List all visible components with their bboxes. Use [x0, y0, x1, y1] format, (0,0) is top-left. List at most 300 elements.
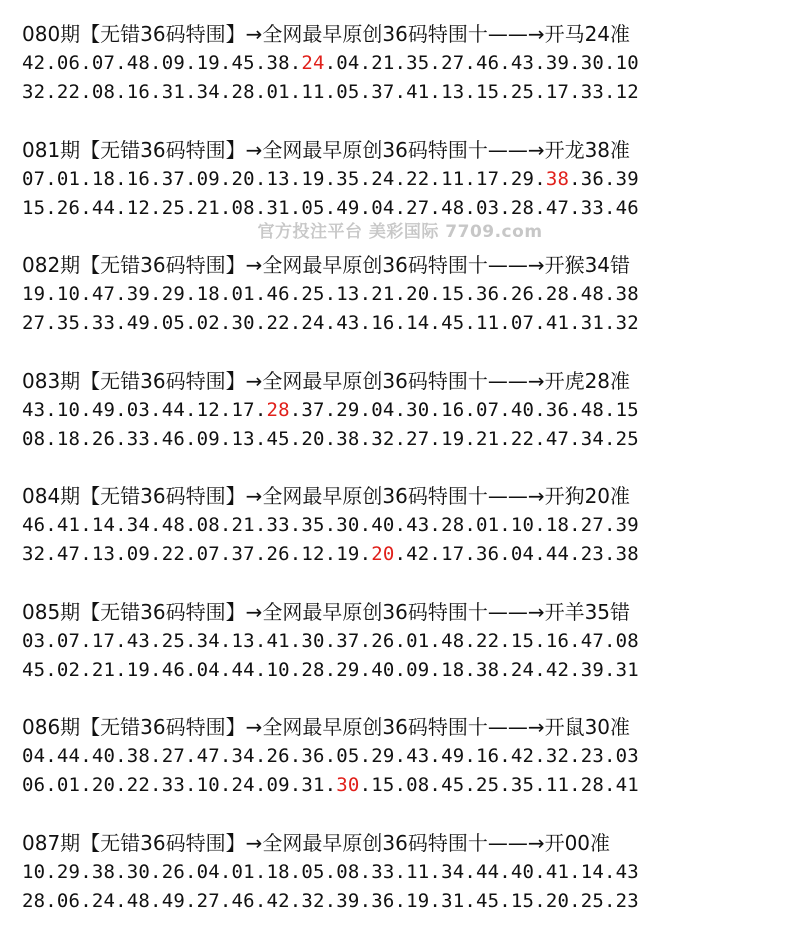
- number: 06: [56, 52, 81, 74]
- number: 06: [22, 774, 46, 796]
- winning-number: 28: [266, 398, 290, 421]
- issue-block: [22, 829, 792, 945]
- number-row: 32.22.08.16.31.34.28.01.11.05.37.41.13.15.25.17.33.12: [22, 81, 639, 103]
- number: 19: [126, 658, 151, 681]
- number: 38: [615, 283, 639, 305]
- number: 15: [441, 283, 465, 305]
- number: 39: [615, 167, 639, 190]
- number: 04: [371, 196, 395, 219]
- number: 29: [56, 860, 81, 883]
- number: 31: [161, 81, 185, 103]
- number: 49: [91, 398, 116, 421]
- number: 17: [475, 167, 500, 190]
- number: 33: [161, 774, 185, 796]
- number: 10: [266, 658, 290, 681]
- winning-number: 38: [545, 167, 570, 190]
- number-row: 03.07.17.43.25.34.13.41.30.37.26.01.48.22.15.16.47.08: [22, 629, 639, 652]
- number: 11: [406, 860, 430, 883]
- number: 41: [545, 312, 570, 334]
- number: 17: [545, 81, 570, 103]
- number: 37: [301, 398, 325, 421]
- number: 15: [22, 196, 46, 219]
- number: 15: [371, 774, 395, 796]
- number: 26: [266, 745, 290, 767]
- number: 45: [266, 427, 290, 450]
- number: 30: [231, 312, 255, 334]
- number: 21: [475, 427, 500, 450]
- number: 22: [510, 427, 535, 450]
- number: 16: [126, 167, 151, 190]
- number: 33: [580, 196, 605, 219]
- number: 38: [266, 52, 290, 74]
- number: 29: [336, 658, 360, 681]
- number: 01: [231, 860, 255, 883]
- number: 44: [161, 398, 185, 421]
- number: 01: [266, 81, 290, 103]
- number: 27: [161, 745, 185, 767]
- number: 26: [91, 427, 116, 450]
- number: 44: [545, 543, 570, 565]
- number: 49: [161, 889, 185, 912]
- number: 23: [580, 745, 605, 767]
- number: 39: [580, 658, 605, 681]
- number: 29: [161, 283, 185, 305]
- number: 32: [22, 543, 46, 565]
- number: 27: [406, 196, 430, 219]
- number: 36: [301, 745, 325, 767]
- number: 45: [441, 774, 465, 796]
- number: 14: [406, 312, 430, 334]
- number: 23: [580, 543, 605, 565]
- number: 33: [126, 427, 151, 450]
- number: 07: [510, 312, 535, 334]
- number: 29: [510, 167, 535, 190]
- number: 10: [56, 283, 81, 305]
- number: 32: [545, 745, 570, 767]
- number: 48: [580, 283, 605, 305]
- number: 24: [231, 774, 255, 796]
- number: 18: [91, 167, 116, 190]
- issue-title: 080期【无错36码特围】→全网最早原创36码特围十——→开马24准: [22, 22, 631, 46]
- issue-title: 084期【无错36码特围】→全网最早原创36码特围十——→开狗20准: [22, 484, 631, 508]
- number: 33: [371, 860, 395, 883]
- issue-title: 087期【无错36码特围】→全网最早原创36码特围十——→开00准: [22, 830, 611, 855]
- number: 38: [336, 427, 360, 450]
- number: 29: [371, 745, 395, 767]
- number: 43: [510, 52, 535, 74]
- number: 19: [336, 543, 360, 565]
- number: 15: [510, 629, 535, 652]
- number: 44: [91, 196, 116, 219]
- number: 18: [56, 427, 81, 450]
- number: 37: [161, 167, 185, 190]
- number: 20: [545, 889, 570, 912]
- number: 44: [56, 745, 81, 767]
- number: 03: [615, 745, 639, 767]
- number-row: 07.01.18.16.37.09.20.13.19.35.24.22.11.17.29.38.36.39: [22, 167, 639, 190]
- number: 26: [56, 196, 81, 219]
- number: 33: [91, 312, 116, 334]
- winning-number: 20: [371, 543, 395, 565]
- number: 32: [615, 312, 639, 334]
- number: 05: [161, 312, 185, 334]
- number: 17: [441, 543, 465, 565]
- issue-block: [22, 20, 792, 136]
- number: 44: [475, 860, 500, 883]
- number: 02: [196, 312, 220, 334]
- number: 40: [371, 514, 395, 536]
- number: 01: [231, 283, 255, 305]
- number: 39: [336, 889, 360, 912]
- number: 11: [441, 167, 465, 190]
- number: 32: [371, 427, 395, 450]
- number: 17: [91, 629, 116, 652]
- number: 33: [266, 514, 290, 536]
- issue-block: [22, 251, 792, 367]
- number: 06: [56, 889, 81, 912]
- number: 12: [301, 543, 325, 565]
- number-row: 15.26.44.12.25.21.08.31.05.49.04.27.48.03.28.47.33.46: [22, 196, 639, 219]
- number: 11: [545, 774, 570, 796]
- number: 16: [371, 312, 395, 334]
- number: 20: [231, 167, 255, 190]
- number: 01: [56, 774, 81, 796]
- issue-title: 081期【无错36码特围】→全网最早原创36码特围十——→开龙38准: [22, 137, 631, 162]
- number: 10: [22, 860, 46, 883]
- number: 21: [371, 283, 395, 305]
- number: 43: [406, 514, 430, 536]
- number: 36: [371, 889, 395, 912]
- number: 42: [266, 889, 290, 912]
- number: 09: [406, 658, 430, 681]
- number: 24: [301, 312, 325, 334]
- number: 28: [441, 514, 465, 536]
- issue-block: [22, 713, 792, 829]
- number: 45: [231, 52, 255, 74]
- number: 01: [475, 514, 500, 536]
- number: 48: [161, 514, 185, 536]
- number: 09: [196, 167, 220, 190]
- number-row: 42.06.07.48.09.19.45.38.24.04.21.35.27.46.43.39.30.10: [22, 52, 639, 74]
- number: 13: [231, 427, 255, 450]
- number: 36: [475, 543, 500, 565]
- number: 28: [231, 81, 255, 103]
- number: 22: [126, 774, 151, 796]
- number: 18: [545, 514, 570, 536]
- number: 23: [615, 889, 639, 912]
- number: 37: [231, 543, 255, 565]
- number: 42: [545, 658, 570, 681]
- number: 13: [441, 81, 465, 103]
- number: 40: [510, 398, 535, 421]
- number: 19: [22, 283, 46, 305]
- number: 20: [91, 774, 116, 796]
- issue-title: 083期【无错36码特围】→全网最早原创36码特围十——→开虎28准: [22, 368, 631, 393]
- number: 47: [91, 283, 116, 305]
- number: 40: [91, 745, 116, 767]
- number: 12: [126, 196, 151, 219]
- number: 25: [161, 629, 185, 652]
- number: 46: [231, 889, 255, 912]
- number: 40: [371, 658, 395, 681]
- number: 25: [161, 196, 185, 219]
- number: 47: [196, 745, 220, 767]
- number: 39: [126, 283, 151, 305]
- issue-title: 082期【无错36码特围】→全网最早原创36码特围十——→开猴34错: [22, 253, 631, 277]
- number: 41: [545, 860, 570, 883]
- number-row: 46.41.14.34.48.08.21.33.35.30.40.43.28.01.10.18.27.39: [22, 514, 639, 536]
- number: 30: [580, 52, 605, 74]
- number: 05: [336, 81, 360, 103]
- number: 04: [196, 860, 220, 883]
- number: 47: [580, 629, 605, 652]
- number: 25: [510, 81, 535, 103]
- number: 38: [91, 860, 116, 883]
- number: 28: [545, 283, 570, 305]
- number: 11: [301, 81, 325, 103]
- number: 07: [475, 398, 500, 421]
- number: 46: [475, 52, 500, 74]
- number: 18: [266, 860, 290, 883]
- number: 30: [406, 398, 430, 421]
- number: 34: [126, 514, 151, 536]
- number: 31: [615, 658, 639, 681]
- number: 13: [336, 283, 360, 305]
- number: 08: [336, 860, 360, 883]
- number: 39: [615, 514, 639, 536]
- number: 08: [22, 427, 46, 450]
- number-row: 19.10.47.39.29.18.01.46.25.13.21.20.15.36.26.28.48.38: [22, 283, 639, 305]
- number: 48: [126, 52, 151, 74]
- number: 36: [475, 283, 500, 305]
- number: 46: [266, 283, 290, 305]
- number: 03: [22, 629, 46, 652]
- number: 25: [580, 889, 605, 912]
- number: 05: [336, 745, 360, 767]
- number-row: 08.18.26.33.46.09.13.45.20.38.32.27.19.21.22.47.34.25: [22, 427, 639, 450]
- number-row: 27.35.33.49.05.02.30.22.24.43.16.14.45.11.07.41.31.32: [22, 312, 639, 334]
- number: 25: [301, 283, 325, 305]
- number-row: 06.01.20.22.33.10.24.09.31.30.15.08.45.25.35.11.28.41: [22, 774, 639, 796]
- number: 13: [266, 167, 290, 190]
- number: 34: [441, 860, 465, 883]
- number: 32: [301, 889, 325, 912]
- number: 37: [371, 81, 395, 103]
- number: 41: [615, 774, 639, 796]
- number: 34: [196, 81, 220, 103]
- number: 27: [196, 889, 220, 912]
- number: 14: [580, 860, 605, 883]
- issue-block: [22, 367, 792, 483]
- number: 32: [22, 81, 46, 103]
- number: 48: [441, 196, 465, 219]
- number: 01: [56, 167, 81, 190]
- number: 07: [22, 167, 46, 190]
- number: 35: [510, 774, 535, 796]
- document-body: [22, 20, 792, 944]
- number: 45: [22, 658, 46, 681]
- number-row: 43.10.49.03.44.12.17.28.37.29.04.30.16.07.40.36.48.15: [22, 398, 639, 421]
- number: 28: [510, 196, 535, 219]
- number: 46: [615, 196, 639, 219]
- number: 46: [161, 658, 185, 681]
- number: 08: [231, 196, 255, 219]
- number: 22: [56, 81, 81, 103]
- number: 38: [126, 745, 151, 767]
- number: 31: [441, 889, 465, 912]
- number: 04: [196, 658, 220, 681]
- number: 10: [615, 52, 639, 74]
- number: 44: [231, 658, 255, 681]
- number: 07: [56, 629, 81, 652]
- number: 34: [580, 427, 605, 450]
- number: 10: [56, 398, 81, 421]
- number: 12: [615, 81, 639, 103]
- number: 03: [126, 398, 151, 421]
- number-row: 32.47.13.09.22.07.37.26.12.19.20.42.17.36.04.44.23.38: [22, 543, 639, 565]
- number: 48: [580, 398, 605, 421]
- number: 28: [580, 774, 605, 796]
- number: 37: [336, 629, 360, 652]
- number: 04: [510, 543, 535, 565]
- number: 36: [580, 167, 605, 190]
- number: 11: [475, 312, 500, 334]
- number: 15: [615, 398, 639, 421]
- number: 16: [126, 81, 151, 103]
- number: 43: [126, 629, 151, 652]
- number: 27: [441, 52, 465, 74]
- issue-block: [22, 598, 792, 714]
- number: 01: [406, 629, 430, 652]
- number: 09: [161, 52, 185, 74]
- number: 33: [580, 81, 605, 103]
- number: 48: [441, 629, 465, 652]
- number: 30: [301, 629, 325, 652]
- number: 43: [336, 312, 360, 334]
- number: 26: [371, 629, 395, 652]
- issue-title: 085期【无错36码特围】→全网最早原创36码特围十——→开羊35错: [22, 599, 631, 624]
- number: 07: [196, 543, 220, 565]
- winning-number: 30: [336, 774, 360, 796]
- number: 09: [196, 427, 220, 450]
- number: 35: [336, 167, 360, 190]
- number: 47: [56, 543, 81, 565]
- number: 19: [301, 167, 325, 190]
- number: 27: [406, 427, 430, 450]
- number: 22: [406, 167, 430, 190]
- number: 22: [266, 312, 290, 334]
- number: 05: [301, 860, 325, 883]
- number-row: 10.29.38.30.26.04.01.18.05.08.33.11.34.44.40.41.14.43: [22, 860, 639, 883]
- number: 30: [126, 860, 151, 883]
- number: 04: [22, 745, 46, 767]
- number: 13: [231, 629, 255, 652]
- number: 14: [91, 514, 116, 536]
- number: 43: [22, 398, 46, 421]
- number: 07: [91, 52, 116, 74]
- number: 39: [545, 52, 570, 74]
- number: 26: [161, 860, 185, 883]
- number: 22: [161, 543, 185, 565]
- number: 24: [510, 658, 535, 681]
- number: 49: [126, 312, 151, 334]
- number: 42: [510, 745, 535, 767]
- number: 21: [196, 196, 220, 219]
- number: 40: [510, 860, 535, 883]
- number: 04: [336, 52, 360, 74]
- number: 08: [406, 774, 430, 796]
- number: 49: [336, 196, 360, 219]
- number: 36: [545, 398, 570, 421]
- watermark-text: 官方投注平台 美彩国际 7709.com: [257, 222, 543, 242]
- number: 31: [580, 312, 605, 334]
- number: 09: [266, 774, 290, 796]
- number: 19: [441, 427, 465, 450]
- number: 38: [475, 658, 500, 681]
- number: 41: [406, 81, 430, 103]
- number: 08: [91, 81, 116, 103]
- number: 26: [266, 543, 290, 565]
- number: 42: [22, 52, 46, 74]
- number-row: 04.44.40.38.27.47.34.26.36.05.29.43.49.16.42.32.23.03: [22, 745, 639, 767]
- number: 16: [545, 629, 570, 652]
- issue-title: 086期【无错36码特围】→全网最早原创36码特围十——→开鼠30准: [22, 715, 631, 739]
- number: 17: [231, 398, 255, 421]
- number: 21: [371, 52, 395, 74]
- number: 10: [196, 774, 220, 796]
- number: 19: [196, 52, 220, 74]
- number: 05: [301, 196, 325, 219]
- number: 02: [56, 658, 81, 681]
- number: 35: [301, 514, 325, 536]
- number: 15: [510, 889, 535, 912]
- number-row: 45.02.21.19.46.04.44.10.28.29.40.09.18.38.24.42.39.31: [22, 658, 639, 681]
- number: 18: [441, 658, 465, 681]
- number: 10: [510, 514, 535, 536]
- number: 27: [580, 514, 605, 536]
- number: 43: [615, 860, 639, 883]
- number: 21: [91, 658, 116, 681]
- number: 21: [231, 514, 255, 536]
- number: 45: [475, 889, 500, 912]
- number: 03: [475, 196, 500, 219]
- number: 19: [406, 889, 430, 912]
- issue-block: [22, 482, 792, 598]
- number: 31: [301, 774, 325, 796]
- number: 38: [615, 543, 639, 565]
- number: 46: [161, 427, 185, 450]
- number: 22: [475, 629, 500, 652]
- number-row: 28.06.24.48.49.27.46.42.32.39.36.19.31.45.15.20.25.23: [22, 889, 639, 912]
- number: 04: [371, 398, 395, 421]
- number: 08: [196, 514, 220, 536]
- number: 47: [545, 196, 570, 219]
- number: 46: [22, 514, 46, 536]
- number: 41: [266, 629, 290, 652]
- number: 20: [301, 427, 325, 450]
- number: 15: [475, 81, 500, 103]
- number: 45: [441, 312, 465, 334]
- number: 49: [441, 745, 465, 767]
- number: 24: [91, 889, 116, 912]
- number: 28: [301, 658, 325, 681]
- number: 18: [196, 283, 220, 305]
- number: 41: [56, 514, 81, 536]
- number: 47: [545, 427, 570, 450]
- number: 34: [231, 745, 255, 767]
- number: 29: [336, 398, 360, 421]
- number: 42: [406, 543, 430, 565]
